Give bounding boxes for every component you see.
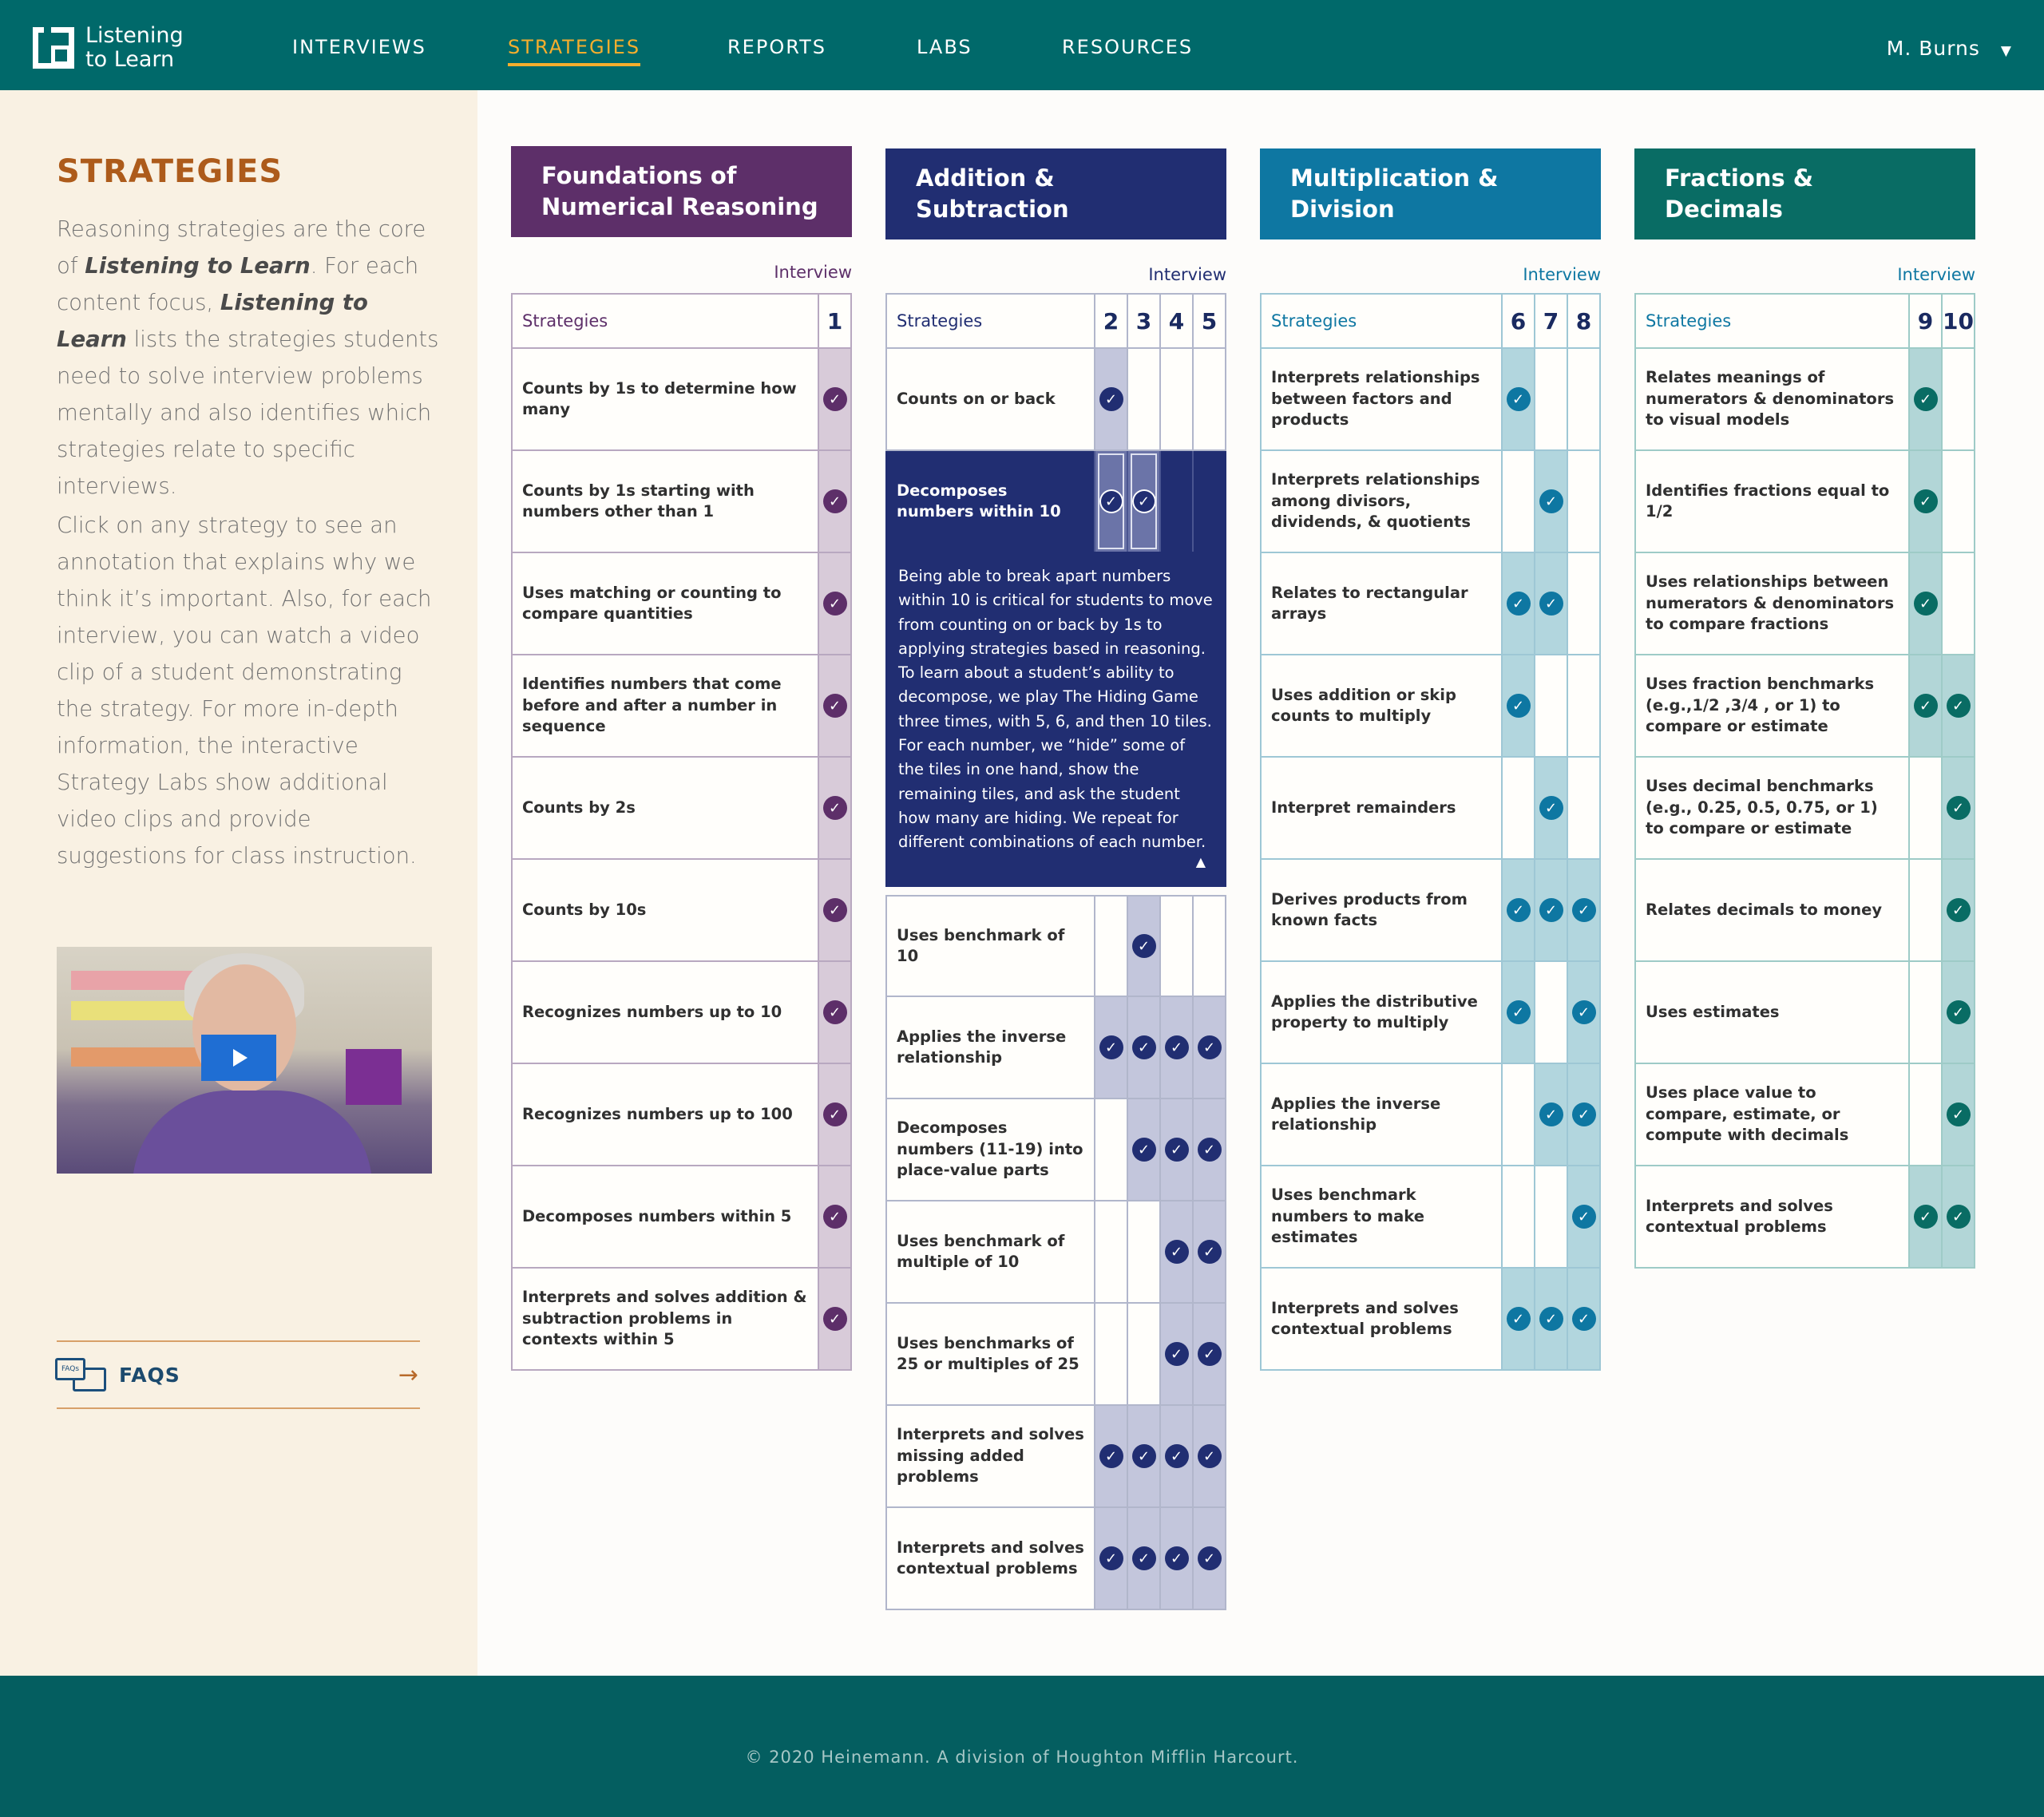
strategy-label: Interprets and solves contextual problems [897, 1538, 1084, 1578]
strategy-label: Counts by 2s [522, 798, 636, 817]
interview-empty-cell [1908, 758, 1941, 858]
intro-paragraph-1: Reasoning strategies are the core of Listening to Learn. For each content focus, Listening to Learn lists the strategies students need to solve interview problems mentally and also identifies which strategies relate to specific interviews. [57, 216, 439, 499]
interview-check-cell[interactable] [1094, 1508, 1127, 1609]
interview-check-cell[interactable] [1094, 349, 1127, 449]
nav-link-interviews[interactable]: INTERVIEWS [292, 36, 426, 58]
strategy-label: Relates meanings of numerators & denominators to visual models [1646, 368, 1895, 430]
interview-check-cell[interactable] [1127, 1099, 1159, 1200]
interview-check-cell[interactable] [1192, 997, 1225, 1098]
check-circle-icon: ✓ [1572, 1000, 1596, 1024]
strategy-table [885, 293, 1226, 1610]
check-circle-icon: ✓ [1132, 1138, 1156, 1162]
check-circle-icon: ✓ [1132, 1546, 1156, 1570]
strategy-row[interactable] [885, 895, 1226, 997]
check-circle-icon: ✓ [1914, 489, 1938, 513]
interview-check-cell[interactable] [1567, 1064, 1599, 1165]
interview-empty-cell [1941, 349, 1974, 449]
table-header [885, 293, 1226, 349]
logo[interactable] [33, 24, 184, 72]
check-circle-icon: ✓ [823, 796, 847, 820]
interview-check-cell[interactable] [1567, 1166, 1599, 1267]
check-circle-icon: ✓ [823, 898, 847, 922]
strategy-label: Interprets relationships between factors and products [1271, 368, 1480, 430]
strategy-row[interactable] [1260, 553, 1601, 655]
interview-check-cell[interactable] [818, 1166, 850, 1267]
interview-check-cell[interactable] [818, 553, 850, 654]
interview-empty-cell [1501, 451, 1534, 552]
interview-empty-cell [1908, 860, 1941, 960]
check-circle-icon: ✓ [1198, 1546, 1222, 1570]
strategy-row[interactable] [1260, 451, 1601, 553]
interview-check-cell[interactable] [818, 349, 850, 449]
check-circle-icon: ✓ [1947, 898, 1971, 922]
strategy-row[interactable] [511, 655, 852, 758]
strategy-row[interactable] [1260, 655, 1601, 758]
user-name: M. Burns [1886, 37, 1980, 60]
strategy-row[interactable] [1634, 553, 1975, 655]
strategy-label: Interprets and solves addition & subtraction problems in contexts within 5 [522, 1288, 807, 1349]
interview-empty-cell [1501, 1166, 1534, 1267]
check-circle-icon: ✓ [1539, 1102, 1563, 1126]
strategy-label: Recognizes numbers up to 100 [522, 1104, 793, 1123]
interview-check-cell[interactable] [1159, 1508, 1192, 1609]
check-circle-icon: ✓ [1198, 1342, 1222, 1366]
strategy-row[interactable] [1260, 1269, 1601, 1371]
interview-label: Interview [1523, 265, 1601, 284]
check-circle-icon: ✓ [1914, 592, 1938, 616]
column-multiplication-division [1260, 148, 1601, 1338]
check-circle-icon: ✓ [1165, 1546, 1189, 1570]
strategy-row[interactable] [511, 860, 852, 962]
interview-number[interactable]: 1 [818, 295, 850, 347]
interview-empty-cell [1159, 897, 1192, 996]
interview-empty-cell [1501, 1064, 1534, 1165]
interview-check-cell[interactable] [1501, 655, 1534, 756]
top-nav [0, 0, 2044, 90]
interview-check-cell[interactable] [1908, 451, 1941, 552]
interview-check-cell[interactable] [1941, 962, 1974, 1063]
strategy-row[interactable] [511, 1064, 852, 1166]
strategy-table [1260, 293, 1601, 1371]
interview-check-cell[interactable] [1941, 758, 1974, 858]
strategy-row[interactable] [1260, 1064, 1601, 1166]
check-circle-icon: ✓ [1099, 387, 1123, 411]
page-title: STRATEGIES [57, 153, 283, 190]
faqs-label: FAQS [119, 1363, 180, 1387]
strategy-row[interactable] [511, 451, 852, 553]
strategy-label: Uses fraction benchmarks (e.g.,1/2 ,3/4 , or 1) to compare or estimate [1646, 675, 1875, 736]
strategy-row[interactable] [511, 1269, 852, 1371]
check-circle-icon: ✓ [823, 1205, 847, 1229]
strategy-label: Uses decimal benchmarks (e.g., 0.25, 0.5, 0.75, or 1) to compare or estimate [1646, 777, 1878, 838]
interview-empty-cell [1567, 349, 1599, 449]
check-circle-icon: ✓ [1507, 898, 1531, 922]
interview-check-cell[interactable] [1908, 1166, 1941, 1267]
interview-check-cell[interactable] [1534, 451, 1567, 552]
check-circle-icon: ✓ [1572, 1205, 1596, 1229]
faq-chat-icon: FAQs [55, 1355, 106, 1395]
logo-mark-icon [33, 27, 74, 69]
interview-number[interactable]: 4 [1159, 295, 1192, 347]
strategy-row[interactable] [1634, 758, 1975, 860]
check-circle-icon: ✓ [1132, 1035, 1156, 1059]
column-title: Foundations of Numerical Reasoning [511, 146, 852, 237]
strategy-label: Relates decimals to money [1646, 900, 1883, 919]
check-circle-icon: ✓ [823, 1000, 847, 1024]
interview-check-cell[interactable] [1501, 349, 1534, 449]
interview-check-cell[interactable] [1908, 349, 1941, 449]
logo-line1: Listening [85, 23, 184, 48]
interview-check-cell[interactable] [1501, 860, 1534, 960]
column-foundations-of-numerical-reasoning [511, 146, 852, 1349]
strategy-label: Counts on or back [897, 389, 1056, 408]
check-circle-icon: ✓ [1198, 1138, 1222, 1162]
check-circle-icon: ✓ [1947, 796, 1971, 820]
check-circle-icon: ✓ [1165, 1035, 1189, 1059]
check-circle-icon: ✓ [1132, 1444, 1156, 1468]
interview-check-cell[interactable] [1534, 758, 1567, 858]
strategy-row[interactable] [1634, 655, 1975, 758]
strategy-label: Counts by 1s starting with numbers other than 1 [522, 481, 755, 521]
interview-empty-cell [1941, 451, 1974, 552]
check-circle-icon: ✓ [823, 1102, 847, 1126]
faqs-link[interactable] [57, 1340, 420, 1409]
strategy-label: Interprets relationships among divisors, dividends, & quotients [1271, 470, 1480, 532]
interview-check-cell[interactable] [1941, 860, 1974, 960]
strategy-label: Derives products from known facts [1271, 889, 1468, 929]
check-circle-icon: ✓ [1539, 898, 1563, 922]
interview-label: Interview [1897, 265, 1975, 284]
check-circle-icon: ✓ [1099, 1035, 1123, 1059]
interview-check-cell[interactable] [1501, 1269, 1534, 1369]
interview-check-cell[interactable] [1159, 1201, 1192, 1302]
strategies-header: Strategies [1271, 311, 1357, 331]
strategy-label: Decomposes numbers within 5 [522, 1206, 792, 1225]
strategy-label: Applies the distributive property to multiply [1271, 992, 1478, 1031]
interview-empty-cell [1567, 553, 1599, 654]
check-circle-icon: ✓ [1165, 1342, 1189, 1366]
check-circle-icon: ✓ [1198, 1035, 1222, 1059]
collapse-icon[interactable]: ▲ [1195, 853, 1206, 869]
strategy-row[interactable] [511, 1166, 852, 1269]
interview-check-cell[interactable] [1192, 1304, 1225, 1404]
strategy-label: Interpret remainders [1271, 798, 1456, 817]
strategy-label: Uses matching or counting to compare quantities [522, 583, 782, 623]
interview-number[interactable]: 6 [1501, 295, 1534, 347]
strategy-row[interactable] [1260, 860, 1601, 962]
check-circle-icon: ✓ [823, 1307, 847, 1331]
check-circle-icon: ✓ [1099, 1444, 1123, 1468]
strategy-row[interactable] [885, 1201, 1226, 1304]
interview-check-cell[interactable] [818, 1064, 850, 1165]
interview-empty-cell [1534, 1166, 1567, 1267]
strategies-header: Strategies [1646, 311, 1732, 331]
interview-empty-cell [1192, 451, 1225, 552]
check-circle-icon: ✓ [1165, 1138, 1189, 1162]
interview-empty-cell [1094, 1304, 1127, 1404]
interview-check-cell[interactable] [1127, 897, 1159, 996]
strategy-label: Applies the inverse relationship [897, 1027, 1067, 1067]
check-circle-icon: ✓ [1507, 1000, 1531, 1024]
interview-check-cell[interactable] [1567, 860, 1599, 960]
table-header [1634, 293, 1975, 349]
interview-check-cell[interactable] [818, 758, 850, 858]
interview-check-cell[interactable] [1192, 1406, 1225, 1506]
strategy-label: Interprets and solves contextual problems [1271, 1298, 1459, 1338]
check-circle-icon: ✓ [1947, 1205, 1971, 1229]
check-circle-icon: ✓ [1914, 387, 1938, 411]
interview-empty-cell [1567, 451, 1599, 552]
interview-empty-cell [1908, 962, 1941, 1063]
interview-check-cell[interactable] [1534, 1064, 1567, 1165]
interview-number[interactable]: 3 [1127, 295, 1159, 347]
interview-check-cell[interactable] [1908, 655, 1941, 756]
check-circle-icon: ✓ [823, 387, 847, 411]
check-circle-icon: ✓ [1572, 1102, 1596, 1126]
check-circle-icon: ✓ [1099, 1546, 1123, 1570]
interview-check-cell[interactable] [1127, 451, 1159, 552]
interview-empty-cell [1941, 553, 1974, 654]
column-title: Addition & Subtraction [885, 148, 1226, 239]
interview-number[interactable]: 7 [1534, 295, 1567, 347]
strategy-label: Uses benchmark of 10 [897, 925, 1065, 965]
strategy-label: Interprets and solves missing added problems [897, 1425, 1084, 1486]
strategy-label: Uses benchmark numbers to make estimates [1271, 1186, 1424, 1247]
strategy-label: Decomposes numbers (11-19) into place-value parts [897, 1118, 1083, 1180]
interview-check-cell[interactable] [1534, 1269, 1567, 1369]
interview-empty-cell [1534, 655, 1567, 756]
nav-link-reports[interactable]: REPORTS [727, 36, 827, 58]
strategy-row[interactable] [885, 1508, 1226, 1610]
interview-check-cell[interactable] [1159, 1304, 1192, 1404]
chevron-down-icon: ▼ [2000, 43, 2012, 59]
strategy-row[interactable] [885, 349, 1226, 451]
interview-check-cell[interactable] [818, 655, 850, 756]
strategy-label: Uses relationships between numerators & denominators to compare fractions [1646, 572, 1895, 634]
check-circle-icon: ✓ [823, 592, 847, 616]
interview-empty-cell [1094, 1099, 1127, 1200]
strategy-row[interactable] [1634, 962, 1975, 1064]
interview-check-cell[interactable] [1127, 997, 1159, 1098]
strategy-label: Relates to rectangular arrays [1271, 583, 1468, 623]
strategy-row[interactable] [511, 553, 852, 655]
interview-check-cell[interactable] [1534, 860, 1567, 960]
user-menu[interactable] [1887, 37, 2012, 60]
check-circle-icon: ✓ [1539, 1307, 1563, 1331]
nav-link-resources[interactable]: RESOURCES [1062, 36, 1194, 58]
interview-empty-cell [1127, 1201, 1159, 1302]
interview-empty-cell [1534, 349, 1567, 449]
interview-check-cell[interactable] [1127, 1508, 1159, 1609]
check-circle-icon: ✓ [1198, 1240, 1222, 1264]
interview-check-cell[interactable] [1159, 1406, 1192, 1506]
interview-check-cell[interactable] [1094, 1406, 1127, 1506]
interview-check-cell[interactable] [1094, 997, 1127, 1098]
interview-number[interactable]: 8 [1567, 295, 1599, 347]
strategy-row[interactable] [885, 1304, 1226, 1406]
strategy-label: Interprets and solves contextual problems [1646, 1196, 1833, 1236]
footer [0, 1676, 2044, 1817]
interview-empty-cell [1192, 349, 1225, 449]
strategy-label: Counts by 1s to determine how many [522, 378, 797, 418]
interview-check-cell[interactable] [1159, 997, 1192, 1098]
strategy-row[interactable] [1260, 758, 1601, 860]
interview-check-cell[interactable] [1501, 962, 1534, 1063]
strategy-label: Decomposes numbers within 10 [897, 481, 1061, 521]
strategy-label: Uses place value to compare, estimate, or compute with decimals [1646, 1083, 1849, 1145]
strategy-row[interactable] [885, 997, 1226, 1099]
strategy-row[interactable] [885, 1099, 1226, 1201]
strategy-table [1634, 293, 1975, 1269]
strategy-row[interactable] [1634, 1064, 1975, 1166]
interview-check-cell[interactable] [1159, 1099, 1192, 1200]
strategy-row[interactable] [1260, 962, 1601, 1064]
check-circle-icon: ✓ [1572, 898, 1596, 922]
interview-check-cell[interactable] [818, 962, 850, 1063]
check-circle-icon: ✓ [1132, 934, 1156, 958]
arrow-right-icon: → [398, 1361, 418, 1389]
interview-check-cell[interactable] [1567, 962, 1599, 1063]
interview-check-cell[interactable] [1501, 553, 1534, 654]
interview-empty-cell [1127, 349, 1159, 449]
check-circle-icon: ✓ [1539, 489, 1563, 513]
strategy-row[interactable] [1634, 349, 1975, 451]
interview-check-cell[interactable] [1908, 553, 1941, 654]
interview-empty-cell [1192, 897, 1225, 996]
interview-number[interactable]: 9 [1908, 295, 1941, 347]
strategy-label: Identifies fractions equal to 1/2 [1646, 481, 1890, 521]
interview-check-cell[interactable] [1094, 451, 1127, 552]
interview-check-cell[interactable] [1941, 655, 1974, 756]
check-circle-icon: ✓ [1165, 1444, 1189, 1468]
check-circle-icon: ✓ [823, 489, 847, 513]
interview-check-cell[interactable] [1192, 1099, 1225, 1200]
column-addition-subtraction [885, 148, 1226, 1578]
interview-empty-cell [1094, 1201, 1127, 1302]
interview-empty-cell [1534, 962, 1567, 1063]
table-header [511, 293, 852, 349]
play-icon[interactable] [201, 1035, 276, 1081]
interview-empty-cell [1567, 655, 1599, 756]
strategy-label: Applies the inverse relationship [1271, 1094, 1441, 1134]
check-circle-icon: ✓ [1507, 387, 1531, 411]
interview-empty-cell [1094, 897, 1127, 996]
nav-link-strategies[interactable]: STRATEGIES [508, 36, 640, 66]
interview-check-cell[interactable] [1941, 1166, 1974, 1267]
strategies-header: Strategies [522, 311, 608, 331]
interview-label: Interview [774, 263, 852, 282]
interview-check-cell[interactable] [818, 1269, 850, 1369]
strategy-row[interactable] [511, 349, 852, 451]
interview-check-cell[interactable] [818, 860, 850, 960]
check-circle-icon: ✓ [1914, 694, 1938, 718]
column-fractions-decimals [1634, 148, 1975, 1236]
table-header [1260, 293, 1601, 349]
interview-empty-cell [1501, 758, 1534, 858]
interview-number[interactable]: 10 [1941, 295, 1974, 347]
nav-link-labs[interactable]: LABS [917, 36, 972, 58]
strategy-row[interactable] [511, 758, 852, 860]
strategy-label: Counts by 10s [522, 900, 647, 919]
strategy-label: Identifies numbers that come before and after a number in sequence [522, 675, 782, 736]
check-circle-icon: ✓ [1539, 796, 1563, 820]
strategy-row[interactable] [1634, 451, 1975, 553]
check-circle-icon: ✓ [1507, 1307, 1531, 1331]
column-title: Multiplication & Division [1260, 148, 1601, 239]
interview-number[interactable]: 2 [1094, 295, 1127, 347]
strategy-row[interactable] [1260, 1166, 1601, 1269]
check-circle-icon: ✓ [1198, 1444, 1222, 1468]
check-circle-icon: ✓ [1099, 489, 1123, 513]
video-thumbnail[interactable] [57, 947, 432, 1174]
copyright: © 2020 Heinemann. A division of Houghton Mifflin Harcourt. [745, 1748, 1299, 1767]
interview-empty-cell [1567, 758, 1599, 858]
check-circle-icon: ✓ [1539, 592, 1563, 616]
strategy-row[interactable] [1634, 860, 1975, 962]
interview-check-cell[interactable] [1567, 1269, 1599, 1369]
strategy-table [511, 293, 852, 1371]
strategy-label: Uses addition or skip counts to multiply [1271, 685, 1456, 725]
check-circle-icon: ✓ [1572, 1307, 1596, 1331]
strategy-label: Recognizes numbers up to 10 [522, 1002, 782, 1021]
strategy-label: Uses benchmark of multiple of 10 [897, 1231, 1065, 1271]
strategy-row[interactable] [885, 1406, 1226, 1508]
check-circle-icon: ✓ [1132, 489, 1156, 513]
interview-check-cell[interactable] [1534, 553, 1567, 654]
check-circle-icon: ✓ [1914, 1205, 1938, 1229]
check-circle-icon: ✓ [1165, 1240, 1189, 1264]
interview-check-cell[interactable] [1192, 1201, 1225, 1302]
strategy-row[interactable] [511, 962, 852, 1064]
strategy-label: Uses benchmarks of 25 or multiples of 25 [897, 1333, 1079, 1373]
interview-label: Interview [1148, 265, 1226, 284]
interview-check-cell[interactable] [818, 451, 850, 552]
check-circle-icon: ✓ [1507, 694, 1531, 718]
interview-check-cell[interactable] [1192, 1508, 1225, 1609]
strategy-row[interactable] [1634, 1166, 1975, 1269]
strategy-label: Uses estimates [1646, 1002, 1780, 1021]
column-title: Fractions & Decimals [1634, 148, 1975, 239]
interview-empty-cell [1908, 1064, 1941, 1165]
interview-number[interactable]: 5 [1192, 295, 1225, 347]
interview-empty-cell [1159, 451, 1192, 552]
check-circle-icon: ✓ [823, 694, 847, 718]
strategy-row[interactable] [885, 451, 1226, 553]
check-circle-icon: ✓ [1507, 592, 1531, 616]
interview-check-cell[interactable] [1941, 1064, 1974, 1165]
intro-paragraph-2: Click on any strategy to see an annotation that explains why we think it’s important. Also, for each interview, you can watch a video clip of a student demonstrating the strategy. For more in-depth information, the interactive Strategy Labs show additional video clips and provide suggestions for class instruction. [57, 513, 432, 869]
check-circle-icon: ✓ [1947, 694, 1971, 718]
check-circle-icon: ✓ [1947, 1102, 1971, 1126]
logo-line2: to Learn [85, 47, 175, 72]
check-circle-icon: ✓ [1947, 1000, 1971, 1024]
strategy-row[interactable] [1260, 349, 1601, 451]
interview-empty-cell [1127, 1304, 1159, 1404]
strategy-annotation: Being able to break apart numbers within 10 is critical for students to move from counting on or back by 1s to applying strategies based in reasoning. To learn about a student’s ability to decompose, we play The Hiding Game three times, with 5, 6, and then 10 tiles. For each number, we “hide” some of the tiles in one hand, show the remaining tiles, and ask the student how many are hiding. We repeat for different combinations of each number. ▲ [885, 553, 1226, 887]
interview-check-cell[interactable] [1127, 1406, 1159, 1506]
sidebar [0, 90, 477, 1676]
interview-empty-cell [1159, 349, 1192, 449]
strategies-header: Strategies [897, 311, 983, 331]
